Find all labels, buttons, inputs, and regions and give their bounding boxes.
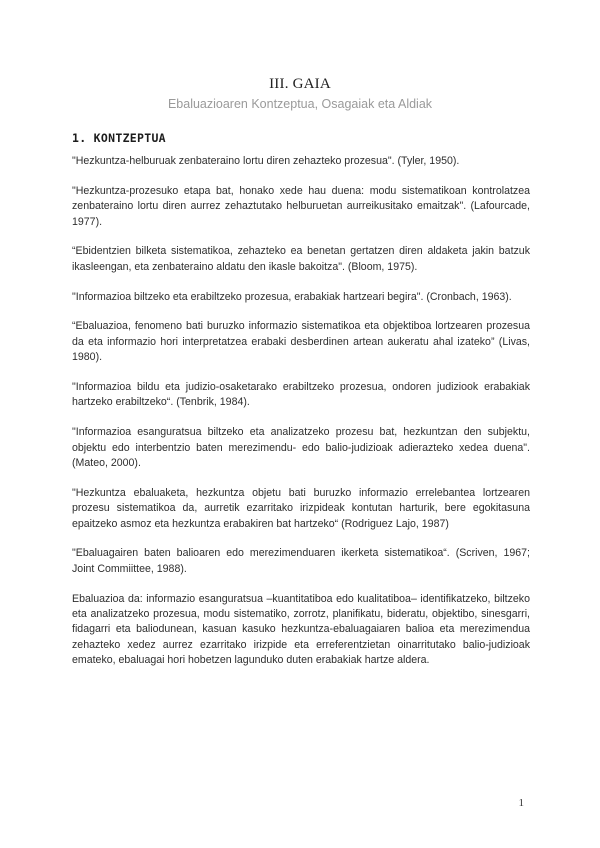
section-heading: 1. KONTZEPTUA (72, 131, 166, 145)
paragraph-lafourcade: "Hezkuntza-prozesuko etapa bat, honako xede hau duena: modu sistematikoan kontrolatzea zenbateraino lortu diren aurrez zehaztutako helburuetan aurreikusitako emaitzak". (Lafourcade, 1977). (72, 184, 530, 228)
body-text (72, 154, 530, 683)
paragraph-definition: Ebaluazioa da: informazio esanguratsua –kuantitatiboa edo kualitatiboa– identifikatzeko, biltzeko eta analizatzeko prozesua, modu sistematiko, zorrotz, planifikatu, bideratu, objektibo, sinesgarri, fidagarri eta baliodunean, kasuan kasuko hezkuntza-ebaluagaiaren balioa eta merezimendua zehazteko xedez aurrez ezarritako irizpide eta erreferentzietan oinarritutako balio-judizioak emateko, ebaluagai hori hobetzen lagunduko duten erabakiak hartze aldera. (72, 592, 530, 667)
paragraph-mateo: "Informazioa esanguratsua biltzeko eta analizatzeko prozesu bat, hezkuntzan den subjektu, objektu edo interbentzio baten merezimendu- edo balio-judizioak adierazteko xedea duena". (Mateo, 2000). (72, 426, 530, 470)
paragraph-livas: “Ebaluazioa, fenomeno bati buruzko informazio sistematikoa eta objektiboa lortzearen prozesua da eta informazio hori interpretatzea erabaki desberdinen artean aukeratu ahal izateko” (Livas, 1980). (72, 320, 530, 364)
paragraph-scriven: "Ebaluagairen baten balioaren edo merezimenduaren ikerketa sistematikoa“. (Scriven, 1967; Joint Commiittee, 1988). (72, 547, 530, 575)
page-subtitle: Ebaluazioaren Kontzeptua, Osagaiak eta Aldiak (167, 97, 433, 111)
page-number: 1 (518, 797, 524, 809)
page-title: III. GAIA (269, 76, 331, 92)
paragraph-tenbrik: "Informazioa bildu eta judizio-osaketarako erabiltzeko prozesua, ondoren judiziook erabakiak hartzeko erabiltzeko“. (Tenbrik, 1984). (72, 381, 530, 409)
paragraph-rodriguez-lajo: "Hezkuntza ebaluaketa, hezkuntza objetu bati buruzko informazio errelebantea lortzearen prozesu sistematikoa da, aurretik ezarritako irizpideak kontutan harturik, bere egokitasuna epaitzeko asmoz eta hezkuntza erabakiren bat hartzeko“ (Rodriguez Lajo, 1987) (72, 486, 530, 530)
paragraph-bloom: “Ebidentzien bilketa sistematikoa, zehazteko ea benetan gertatzen diren aldaketa jakin batzuk ikasleengan, eta zenbateraino aldatu den ikasle bakoitza". (Bloom, 1975). (72, 245, 530, 273)
paragraph-cronbach: "Informazioa biltzeko eta erabiltzeko prozesua, erabakiak hartzeari begira". (Cronbach, 1963). (72, 290, 512, 303)
paragraph-tyler: "Hezkuntza-helburuak zenbateraino lortu diren zehazteko prozesua". (Tyler, 1950). (72, 155, 460, 167)
